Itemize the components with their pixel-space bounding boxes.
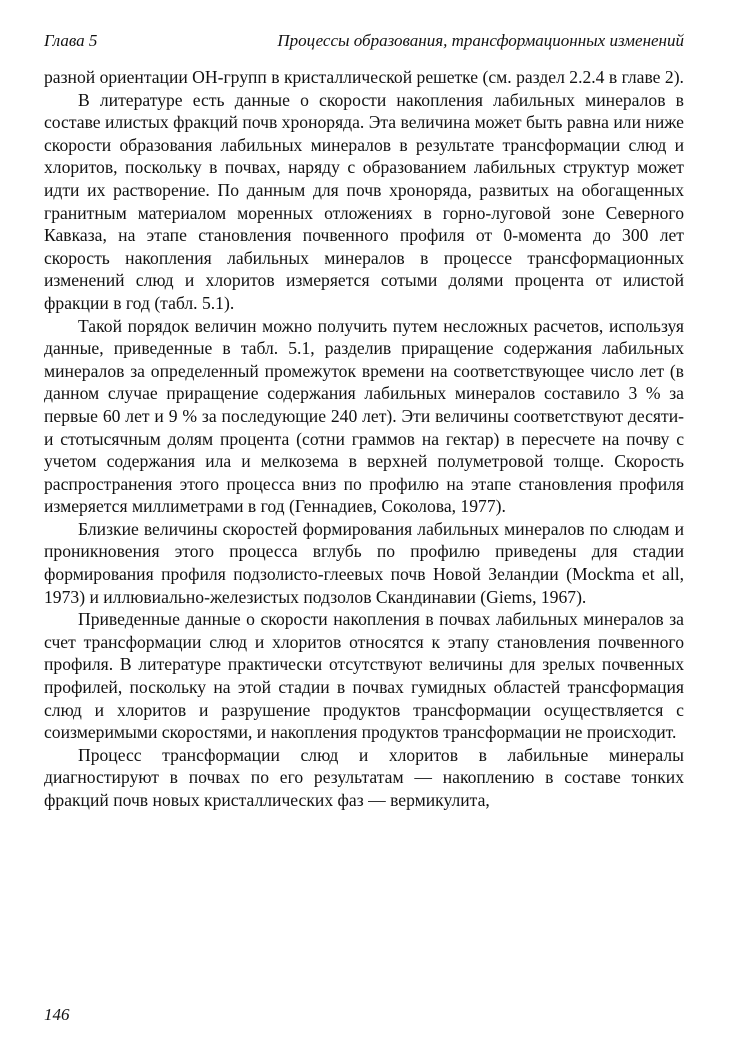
paragraph: Близкие величины скоростей формирования лабильных минералов по слюдам и проникновения этого процесса вглубь по профилю приведены для стадии формирования профиля подзолисто-глеевых почв Новой Зеландии (Mockma et all, 1973) и иллювиально-железистых подзолов Скандинавии (Giems, 1967). xyxy=(44,518,684,607)
paragraph: Приведенные данные о скорости накопления в почвах лабильных минералов за счет трансформации слюд и хлоритов относятся к этапу становления почвенного профиля. В литературе практически отсутствуют величины для зрелых почвенных профилей, поскольку на этой стадии в почвах гумидных областей трансформация слюд и хлоритов и разрушение продуктов трансформации осуществляется с соизмеримыми скоростями, и накопления продуктов трансформации не происходит. xyxy=(44,609,684,743)
running-title: Процессы образования, трансформационных изменений xyxy=(277,31,684,50)
paragraph-continuation: разной ориентации ОН-групп в кристаллической решетке (см. раздел 2.2.4 в главе 2). xyxy=(44,67,684,87)
body-text xyxy=(44,66,684,812)
paragraph: В литературе есть данные о скорости накопления лабильных минералов в составе илистых фракций почв хроноряда. Эта величина может быть равна или ниже скорости образования лабильных минералов в результате трансформации слюд и хлоритов, поскольку в почвах, наряду с образованием лабильных структур может идти их растворение. По данным для почв хроноряда, развитых на обогащенных гранитным материалом моренных отложениях в горно-луговой зоне Северного Кавказа, на этапе становления почвенного профиля от 0-момента до 300 лет скорость накопления лабильных минералов в процессе трансформационных изменений слюд и хлоритов измеряется сотыми долями процента от илистой фракции в год (табл. 5.1). xyxy=(44,89,684,313)
running-header xyxy=(44,30,684,56)
chapter-label: Глава 5 xyxy=(44,31,98,50)
paragraph: Процесс трансформации слюд и хлоритов в лабильные минералы диагностируют в почвах по его результатам — накоплению в составе тонких фракций почв новых кристаллических фаз — вермикулита, xyxy=(44,744,684,810)
page-number: 146 xyxy=(44,1005,70,1024)
paragraph: Такой порядок величин можно получить путем несложных расчетов, используя данные, приведенные в табл. 5.1, разделив приращение содержания лабильных минералов за определенный промежуток времени на соответствующее число лет (в данном случае приращение содержания лабильных минералов составило 3 % за первые 60 лет и 9 % за последующие 240 лет). Эти величины соответствуют десяти- и стотысячным долям процента (сотни граммов на гектар) в пересчете на почву с учетом содержания ила и мелкозема в верхней полуметровой толще. Скорость распространения этого процесса вниз по профилю на этапе становления профиля измеряется миллиметрами в год (Геннадиев, Соколова, 1977). xyxy=(44,315,684,517)
